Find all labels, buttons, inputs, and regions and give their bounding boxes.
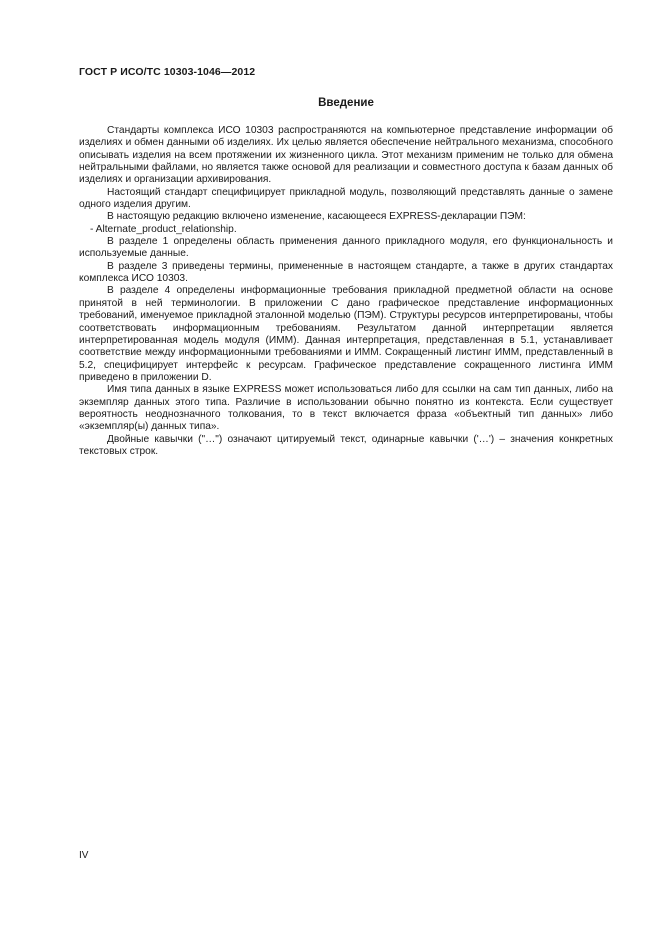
section-title: Введение: [318, 97, 374, 109]
list-item: - Alternate_product_relationship.: [90, 223, 237, 235]
document-header: ГОСТ Р ИСО/ТС 10303-1046—2012: [79, 66, 256, 78]
paragraph-scope: Стандарты комплекса ИСО 10303 распространяются на компьютерное представление информации об изделиях и обмен данными об изделиях. Их целью является обеспечение нейтрального механизма, способного описывать изделия на всем протяжении их жизненного цикла. Этот механизм применим не только для обмена нейтральными файлами, но является также основой для реализации и совместного доступа к базам данных об изделиях и организации архивирования.: [79, 125, 613, 186]
paragraph-express-types: Имя типа данных в языке EXPRESS может использоваться либо для ссылки на сам тип данных, либо на экземпляр данных этого типа. Различие в использовании обычно понятно из контекста. Если существует вероятность неоднозначного толкования, то в текст включается фраза «объектный тип данных» либо «экземпляр(ы) данных типа».: [79, 384, 613, 433]
paragraph-section-4: В разделе 4 определены информационные требования прикладной предметной области на основе принятой в ней терминологии. В приложении С дано графическое представление информационных требований, именуемое прикладной эталонной моделью (ПЭМ). Структуры ресурсов интерпретированы, чтобы соответствовать информационным требованиям. Результатом данной интерпретации является интерпретированная модель модуля (ИММ). Данная интерпретация, представленная в 5.1, устанавливает соответствие между информационными требованиями и ИММ. Сокращенный листинг ИММ, представленный в 5.2, специфицирует интерфейс к ресурсам. Графическое представление сокращенного листинга ИММ приведено в приложении D.: [79, 285, 613, 383]
paragraph-section-1: В разделе 1 определены область применения данного прикладного модуля, его функциональность и используемые данные.: [79, 236, 613, 260]
paragraph-change: В настоящую редакцию включено изменение, касающееся EXPRESS-декларации ПЭМ:: [107, 211, 526, 223]
paragraph-quotes: Двойные кавычки ("…") означают цитируемый текст, одинарные кавычки ('…') – значения конкретных текстовых строк.: [79, 433, 613, 457]
body-text: [79, 125, 613, 458]
paragraph-section-3: В разделе 3 приведены термины, примененные в настоящем стандарте, а также в других стандартах комплекса ИСО 10303.: [79, 260, 613, 285]
paragraph-module: Настоящий стандарт специфицирует прикладной модуль, позволяющий представлять данные о замене одного изделия другим.: [79, 186, 613, 211]
page-number: IV: [79, 850, 89, 861]
